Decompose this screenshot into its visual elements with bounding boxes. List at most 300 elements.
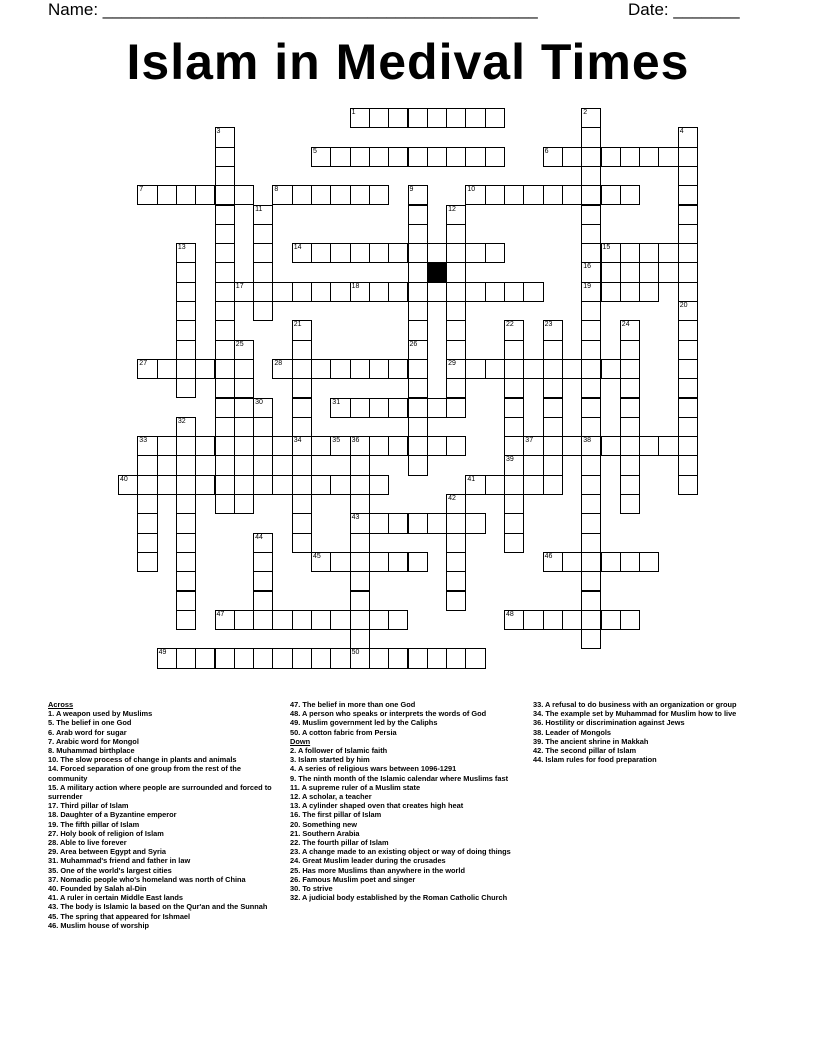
crossword-cell[interactable] (504, 513, 524, 533)
crossword-cell[interactable] (388, 282, 408, 302)
crossword-cell[interactable] (350, 533, 370, 553)
crossword-cell[interactable] (620, 494, 640, 514)
crossword-cell[interactable] (620, 398, 640, 418)
crossword-cell[interactable] (465, 359, 485, 379)
crossword-cell[interactable] (601, 436, 621, 456)
crossword-cell[interactable] (446, 282, 466, 302)
crossword-cell[interactable] (581, 205, 601, 225)
crossword-cell[interactable] (504, 475, 524, 495)
crossword-cell[interactable] (215, 378, 235, 398)
crossword-cell[interactable] (581, 320, 601, 340)
crossword-cell[interactable] (485, 282, 505, 302)
crossword-cell[interactable] (176, 591, 196, 611)
crossword-cell[interactable] (272, 475, 292, 495)
crossword-cell[interactable] (523, 610, 543, 630)
crossword-cell[interactable] (176, 436, 196, 456)
crossword-cell[interactable] (292, 359, 312, 379)
crossword-cell[interactable] (581, 475, 601, 495)
crossword-cell[interactable] (330, 282, 350, 302)
crossword-cell[interactable] (446, 147, 466, 167)
crossword-cell[interactable] (388, 610, 408, 630)
crossword-cell[interactable] (215, 340, 235, 360)
crossword-cell[interactable] (388, 648, 408, 668)
crossword-cell[interactable] (253, 610, 273, 630)
crossword-cell[interactable] (234, 475, 254, 495)
crossword-cell[interactable] (369, 185, 389, 205)
crossword-cell[interactable] (234, 455, 254, 475)
crossword-cell[interactable] (678, 320, 698, 340)
crossword-cell[interactable] (485, 108, 505, 128)
crossword-cell[interactable] (292, 455, 312, 475)
crossword-cell[interactable] (446, 108, 466, 128)
crossword-cell[interactable] (176, 455, 196, 475)
crossword-cell[interactable] (427, 243, 447, 263)
crossword-cell[interactable] (253, 262, 273, 282)
crossword-cell[interactable] (272, 610, 292, 630)
crossword-cell[interactable] (292, 513, 312, 533)
crossword-cell[interactable] (543, 455, 563, 475)
crossword-cell[interactable] (620, 262, 640, 282)
crossword-cell[interactable] (369, 282, 389, 302)
crossword-cell[interactable] (292, 533, 312, 553)
crossword-cell[interactable] (176, 301, 196, 321)
crossword-cell[interactable] (620, 378, 640, 398)
crossword-cell[interactable] (678, 185, 698, 205)
crossword-cell[interactable] (311, 436, 331, 456)
crossword-cell[interactable] (176, 533, 196, 553)
crossword-cell[interactable] (581, 398, 601, 418)
crossword-cell[interactable] (330, 243, 350, 263)
crossword-cell[interactable] (446, 301, 466, 321)
crossword-cell[interactable] (620, 185, 640, 205)
crossword-cell[interactable] (330, 147, 350, 167)
crossword-cell[interactable] (504, 417, 524, 437)
crossword-cell[interactable] (350, 398, 370, 418)
crossword-cell[interactable] (311, 359, 331, 379)
crossword-cell[interactable] (639, 552, 659, 572)
crossword-cell[interactable] (620, 282, 640, 302)
crossword-cell[interactable] (330, 610, 350, 630)
crossword-cell[interactable] (601, 359, 621, 379)
crossword-cell[interactable] (215, 282, 235, 302)
crossword-cell[interactable] (388, 108, 408, 128)
crossword-cell[interactable] (562, 552, 582, 572)
crossword-cell[interactable] (176, 282, 196, 302)
crossword-cell[interactable] (620, 340, 640, 360)
crossword-cell[interactable] (408, 378, 428, 398)
crossword-cell[interactable] (195, 359, 215, 379)
crossword-cell[interactable] (369, 513, 389, 533)
crossword-cell[interactable] (272, 436, 292, 456)
crossword-cell[interactable] (427, 648, 447, 668)
crossword-cell[interactable] (581, 494, 601, 514)
crossword-cell[interactable] (581, 571, 601, 591)
crossword-cell[interactable] (350, 359, 370, 379)
crossword-cell[interactable] (388, 513, 408, 533)
crossword-cell[interactable] (311, 648, 331, 668)
crossword-cell[interactable] (292, 648, 312, 668)
crossword-cell[interactable] (137, 494, 157, 514)
crossword-cell[interactable] (311, 185, 331, 205)
crossword-cell[interactable] (408, 205, 428, 225)
crossword-cell[interactable] (446, 398, 466, 418)
crossword-cell[interactable] (678, 398, 698, 418)
crossword-cell[interactable] (678, 378, 698, 398)
crossword-cell[interactable] (176, 475, 196, 495)
crossword-cell[interactable] (639, 282, 659, 302)
crossword-cell[interactable] (234, 378, 254, 398)
crossword-cell[interactable] (215, 185, 235, 205)
crossword-cell[interactable] (215, 320, 235, 340)
crossword-cell[interactable] (581, 629, 601, 649)
crossword-cell[interactable] (176, 610, 196, 630)
crossword-cell[interactable] (427, 282, 447, 302)
crossword-cell[interactable] (234, 417, 254, 437)
crossword-cell[interactable] (253, 591, 273, 611)
crossword-cell[interactable] (215, 417, 235, 437)
crossword-cell[interactable] (601, 610, 621, 630)
crossword-cell[interactable] (253, 417, 273, 437)
crossword-cell[interactable] (311, 282, 331, 302)
crossword-cell[interactable] (523, 475, 543, 495)
crossword-cell[interactable] (234, 648, 254, 668)
crossword-cell[interactable] (523, 185, 543, 205)
crossword-cell[interactable] (543, 417, 563, 437)
crossword-cell[interactable] (137, 455, 157, 475)
crossword-cell[interactable] (601, 185, 621, 205)
crossword-cell[interactable] (350, 147, 370, 167)
crossword-cell[interactable] (311, 243, 331, 263)
crossword-cell[interactable] (388, 552, 408, 572)
crossword-cell[interactable] (350, 455, 370, 475)
crossword-cell[interactable] (678, 262, 698, 282)
crossword-cell[interactable] (408, 552, 428, 572)
crossword-cell[interactable] (253, 455, 273, 475)
crossword-cell[interactable] (639, 243, 659, 263)
crossword-cell[interactable] (195, 475, 215, 495)
crossword-cell[interactable] (215, 147, 235, 167)
crossword-cell[interactable] (543, 475, 563, 495)
crossword-cell[interactable] (272, 282, 292, 302)
crossword-cell[interactable] (215, 436, 235, 456)
crossword-cell[interactable] (639, 262, 659, 282)
crossword-cell[interactable] (253, 243, 273, 263)
crossword-cell[interactable] (176, 513, 196, 533)
crossword-cell[interactable] (581, 301, 601, 321)
crossword-cell[interactable] (215, 398, 235, 418)
crossword-cell[interactable] (601, 262, 621, 282)
crossword-cell[interactable] (195, 185, 215, 205)
crossword-cell[interactable] (620, 417, 640, 437)
crossword-cell[interactable] (446, 320, 466, 340)
crossword-cell[interactable] (350, 475, 370, 495)
crossword-cell[interactable] (485, 185, 505, 205)
crossword-cell[interactable] (446, 436, 466, 456)
crossword-cell[interactable] (446, 224, 466, 244)
crossword-cell[interactable] (215, 262, 235, 282)
crossword-cell[interactable] (678, 417, 698, 437)
crossword-cell[interactable] (215, 166, 235, 186)
crossword-cell[interactable] (639, 147, 659, 167)
crossword-cell[interactable] (215, 359, 235, 379)
crossword-cell[interactable] (388, 436, 408, 456)
crossword-cell[interactable] (176, 359, 196, 379)
crossword-cell[interactable] (330, 552, 350, 572)
crossword-cell[interactable] (485, 243, 505, 263)
crossword-cell[interactable] (562, 185, 582, 205)
crossword-cell[interactable] (408, 224, 428, 244)
crossword-cell[interactable] (234, 398, 254, 418)
crossword-cell[interactable] (292, 475, 312, 495)
crossword-cell[interactable] (581, 224, 601, 244)
crossword-cell[interactable] (446, 648, 466, 668)
crossword-cell[interactable] (215, 301, 235, 321)
crossword-cell[interactable] (157, 436, 177, 456)
crossword-cell[interactable] (292, 417, 312, 437)
crossword-cell[interactable] (427, 108, 447, 128)
crossword-cell[interactable] (678, 436, 698, 456)
crossword-cell[interactable] (369, 648, 389, 668)
crossword-cell[interactable] (446, 513, 466, 533)
crossword-cell[interactable] (408, 417, 428, 437)
crossword-cell[interactable] (292, 185, 312, 205)
crossword-cell[interactable] (408, 398, 428, 418)
crossword-cell[interactable] (408, 282, 428, 302)
crossword-cell[interactable] (369, 398, 389, 418)
crossword-cell[interactable] (562, 147, 582, 167)
crossword-cell[interactable] (350, 494, 370, 514)
crossword-cell[interactable] (176, 552, 196, 572)
crossword-cell[interactable] (620, 436, 640, 456)
crossword-cell[interactable] (581, 513, 601, 533)
crossword-cell[interactable] (330, 475, 350, 495)
crossword-cell[interactable] (388, 243, 408, 263)
crossword-cell[interactable] (678, 147, 698, 167)
crossword-cell[interactable] (639, 436, 659, 456)
crossword-cell[interactable] (253, 301, 273, 321)
crossword-cell[interactable] (215, 494, 235, 514)
crossword-cell[interactable] (543, 359, 563, 379)
crossword-cell[interactable] (408, 436, 428, 456)
crossword-cell[interactable] (427, 436, 447, 456)
crossword-cell[interactable] (369, 475, 389, 495)
crossword-cell[interactable] (350, 243, 370, 263)
crossword-cell[interactable] (504, 378, 524, 398)
crossword-cell[interactable] (485, 147, 505, 167)
crossword-cell[interactable] (253, 552, 273, 572)
crossword-cell[interactable] (581, 127, 601, 147)
crossword-cell[interactable] (311, 475, 331, 495)
crossword-cell[interactable] (678, 359, 698, 379)
crossword-cell[interactable] (446, 533, 466, 553)
crossword-cell[interactable] (446, 243, 466, 263)
crossword-cell[interactable] (581, 378, 601, 398)
crossword-cell[interactable] (562, 610, 582, 630)
crossword-cell[interactable] (234, 436, 254, 456)
crossword-cell[interactable] (601, 282, 621, 302)
crossword-cell[interactable] (581, 243, 601, 263)
crossword-cell[interactable] (485, 475, 505, 495)
crossword-cell[interactable] (408, 455, 428, 475)
crossword-cell[interactable] (369, 359, 389, 379)
crossword-cell[interactable] (176, 494, 196, 514)
crossword-cell[interactable] (658, 436, 678, 456)
crossword-cell[interactable] (581, 359, 601, 379)
crossword-cell[interactable] (176, 648, 196, 668)
crossword-cell[interactable] (253, 224, 273, 244)
crossword-cell[interactable] (523, 282, 543, 302)
crossword-cell[interactable] (137, 513, 157, 533)
crossword-cell[interactable] (369, 147, 389, 167)
crossword-cell[interactable] (581, 340, 601, 360)
crossword-cell[interactable] (350, 610, 370, 630)
crossword-cell[interactable] (620, 610, 640, 630)
crossword-cell[interactable] (157, 185, 177, 205)
crossword-cell[interactable] (176, 185, 196, 205)
crossword-cell[interactable] (446, 571, 466, 591)
crossword-cell[interactable] (601, 147, 621, 167)
crossword-cell[interactable] (215, 224, 235, 244)
crossword-cell[interactable] (195, 648, 215, 668)
crossword-cell[interactable] (234, 185, 254, 205)
crossword-cell[interactable] (292, 610, 312, 630)
crossword-cell[interactable] (369, 243, 389, 263)
crossword-cell[interactable] (543, 340, 563, 360)
crossword-cell[interactable] (176, 320, 196, 340)
crossword-cell[interactable] (272, 648, 292, 668)
crossword-cell[interactable] (465, 282, 485, 302)
crossword-cell[interactable] (234, 359, 254, 379)
crossword-cell[interactable] (292, 282, 312, 302)
crossword-cell[interactable] (253, 571, 273, 591)
crossword-cell[interactable] (369, 610, 389, 630)
crossword-cell[interactable] (678, 205, 698, 225)
crossword-cell[interactable] (408, 262, 428, 282)
crossword-cell[interactable] (678, 166, 698, 186)
crossword-cell[interactable] (562, 436, 582, 456)
crossword-cell[interactable] (137, 533, 157, 553)
crossword-cell[interactable] (562, 359, 582, 379)
crossword-cell[interactable] (658, 262, 678, 282)
crossword-cell[interactable] (504, 185, 524, 205)
crossword-cell[interactable] (408, 513, 428, 533)
crossword-cell[interactable] (311, 610, 331, 630)
crossword-cell[interactable] (350, 591, 370, 611)
crossword-cell[interactable] (253, 282, 273, 302)
crossword-cell[interactable] (157, 359, 177, 379)
crossword-cell[interactable] (543, 398, 563, 418)
crossword-cell[interactable] (388, 359, 408, 379)
crossword-cell[interactable] (543, 185, 563, 205)
crossword-cell[interactable] (176, 340, 196, 360)
crossword-cell[interactable] (678, 243, 698, 263)
crossword-cell[interactable] (215, 475, 235, 495)
crossword-cell[interactable] (253, 648, 273, 668)
crossword-cell[interactable] (504, 359, 524, 379)
crossword-cell[interactable] (292, 494, 312, 514)
crossword-cell[interactable] (446, 552, 466, 572)
crossword-cell[interactable] (504, 340, 524, 360)
crossword-cell[interactable] (408, 108, 428, 128)
crossword-cell[interactable] (176, 378, 196, 398)
crossword-cell[interactable] (601, 552, 621, 572)
crossword-cell[interactable] (408, 320, 428, 340)
crossword-cell[interactable] (678, 282, 698, 302)
crossword-cell[interactable] (215, 648, 235, 668)
crossword-cell[interactable] (215, 455, 235, 475)
crossword-cell[interactable] (330, 359, 350, 379)
crossword-cell[interactable] (504, 533, 524, 553)
crossword-cell[interactable] (253, 436, 273, 456)
crossword-cell[interactable] (350, 629, 370, 649)
crossword-cell[interactable] (427, 147, 447, 167)
crossword-cell[interactable] (620, 359, 640, 379)
crossword-cell[interactable] (620, 552, 640, 572)
crossword-cell[interactable] (465, 648, 485, 668)
crossword-cell[interactable] (581, 166, 601, 186)
crossword-cell[interactable] (523, 359, 543, 379)
crossword-cell[interactable] (176, 571, 196, 591)
crossword-cell[interactable] (292, 398, 312, 418)
crossword-cell[interactable] (658, 243, 678, 263)
crossword-cell[interactable] (581, 552, 601, 572)
crossword-cell[interactable] (215, 205, 235, 225)
crossword-cell[interactable] (195, 436, 215, 456)
crossword-cell[interactable] (408, 359, 428, 379)
crossword-cell[interactable] (504, 282, 524, 302)
crossword-cell[interactable] (427, 513, 447, 533)
crossword-cell[interactable] (581, 533, 601, 553)
crossword-cell[interactable] (678, 475, 698, 495)
crossword-cell[interactable] (581, 591, 601, 611)
crossword-cell[interactable] (504, 436, 524, 456)
crossword-cell[interactable] (157, 475, 177, 495)
crossword-cell[interactable] (215, 243, 235, 263)
crossword-cell[interactable] (176, 262, 196, 282)
crossword-cell[interactable] (465, 513, 485, 533)
crossword-cell[interactable] (485, 359, 505, 379)
crossword-cell[interactable] (253, 475, 273, 495)
crossword-cell[interactable] (446, 591, 466, 611)
crossword-cell[interactable] (137, 552, 157, 572)
crossword-cell[interactable] (350, 185, 370, 205)
crossword-cell[interactable] (408, 243, 428, 263)
crossword-cell[interactable] (446, 378, 466, 398)
crossword-cell[interactable] (504, 398, 524, 418)
crossword-cell[interactable] (408, 648, 428, 668)
crossword-cell[interactable] (292, 340, 312, 360)
crossword-cell[interactable] (427, 398, 447, 418)
crossword-cell[interactable] (543, 610, 563, 630)
crossword-cell[interactable] (581, 185, 601, 205)
crossword-cell[interactable] (446, 340, 466, 360)
crossword-cell[interactable] (330, 185, 350, 205)
crossword-cell[interactable] (330, 648, 350, 668)
crossword-cell[interactable] (408, 147, 428, 167)
crossword-cell[interactable] (234, 494, 254, 514)
crossword-cell[interactable] (465, 243, 485, 263)
crossword-cell[interactable] (620, 243, 640, 263)
crossword-cell[interactable] (581, 610, 601, 630)
crossword-cell[interactable] (620, 475, 640, 495)
crossword-cell[interactable] (292, 378, 312, 398)
crossword-cell[interactable] (369, 436, 389, 456)
crossword-cell[interactable] (446, 262, 466, 282)
crossword-cell[interactable] (388, 398, 408, 418)
crossword-cell[interactable] (465, 108, 485, 128)
crossword-cell[interactable] (388, 147, 408, 167)
crossword-cell[interactable] (581, 417, 601, 437)
